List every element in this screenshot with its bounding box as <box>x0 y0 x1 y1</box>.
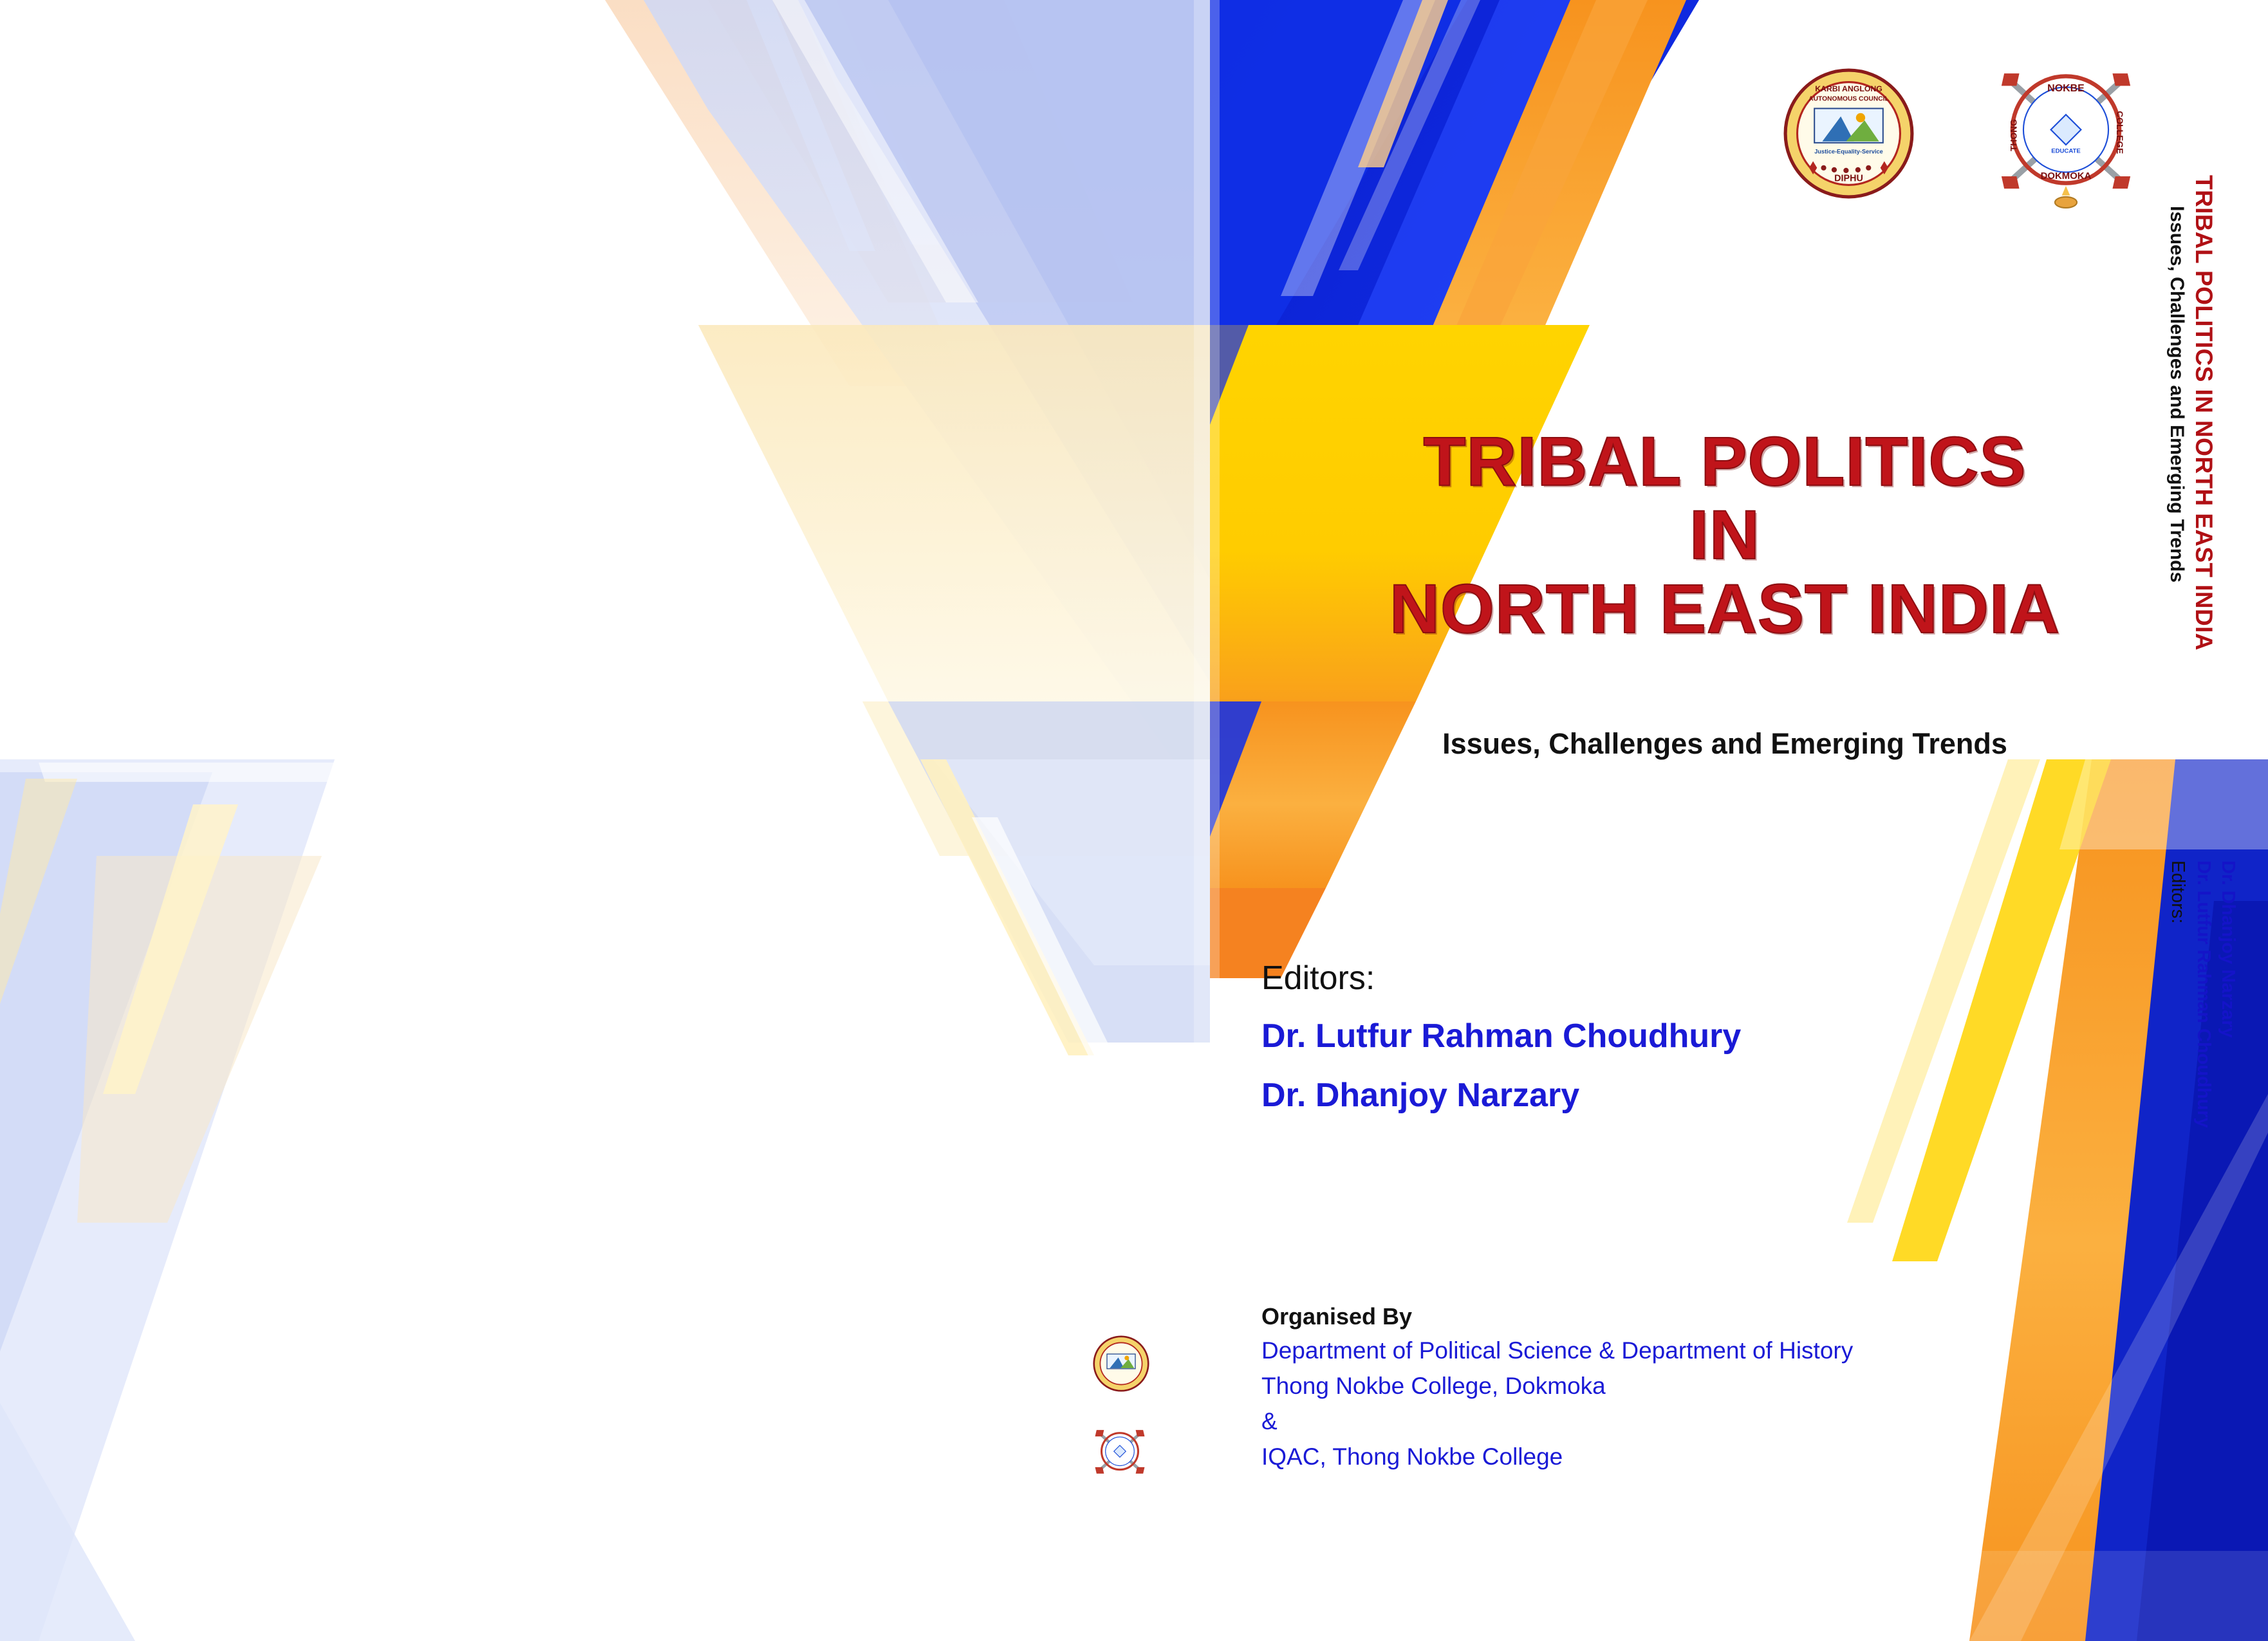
spine-subtitle: Issues, Challenges and Emerging Trends <box>2166 206 2188 583</box>
organised-by-line-4: IQAC, Thong Nokbe College <box>1261 1443 1563 1470</box>
title-line-1: TRIBAL POLITICS <box>1423 422 2027 500</box>
svg-text:DOKMOKA: DOKMOKA <box>2040 171 2092 182</box>
organised-by-line-1: Department of Political Science & Department of History <box>1261 1337 1854 1364</box>
spine-editors-label: Editors: <box>2168 860 2188 924</box>
title-line-2: IN <box>1689 496 1760 574</box>
spine-title: TRIBAL POLITICS IN NORTH EAST INDIA <box>2191 175 2217 651</box>
editors-label: Editors: <box>1261 960 1375 997</box>
book-title <box>1223 422 2227 647</box>
svg-text:KARBI ANGLONG: KARBI ANGLONG <box>1815 84 1882 93</box>
book-subtitle: Issues, Challenges and Emerging Trends <box>1442 727 2007 760</box>
svg-text:COLLEGE: COLLEGE <box>2114 111 2125 154</box>
svg-text:EDUCATE: EDUCATE <box>2051 147 2081 155</box>
editor-name-2: Dr. Dhanjoy Narzary <box>1261 1077 1580 1114</box>
spine-editor-2: Dr. Dhanjoy Narzary <box>2218 860 2238 1038</box>
karbi-anglong-autonomous-council-logo <box>1783 68 1915 199</box>
organised-by-line-3: & <box>1261 1408 1278 1434</box>
svg-text:Justice-Equality-Service: Justice-Equality-Service <box>1814 148 1883 155</box>
svg-text:AUTONOMOUS COUNCIL: AUTONOMOUS COUNCIL <box>1808 95 1889 103</box>
spine-editor-1: Dr. Lutfur Rahman Choudhury <box>2193 860 2214 1128</box>
svg-text:THONG: THONG <box>2008 119 2019 152</box>
svg-text:DIPHU: DIPHU <box>1834 173 1863 184</box>
thong-nokbe-college-logo <box>1976 61 2156 219</box>
title-line-3: NORTH EAST INDIA <box>1390 569 2060 647</box>
svg-text:NOKBE: NOKBE <box>2047 82 2085 94</box>
editor-name-1: Dr. Lutfur Rahman Choudhury <box>1261 1017 1742 1055</box>
organised-by-label: Organised By <box>1261 1303 1413 1330</box>
organised-by-line-2: Thong Nokbe College, Dokmoka <box>1261 1373 1606 1399</box>
